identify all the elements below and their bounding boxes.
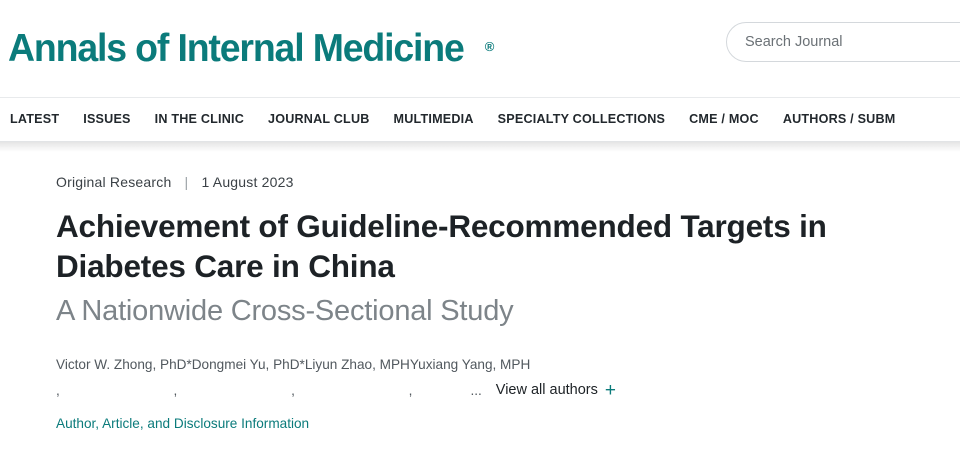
author-ellipsis: ... [470,383,482,399]
article-date: 1 August 2023 [201,174,294,190]
primary-navigation [0,97,960,142]
view-all-authors-label: View all authors [495,382,598,399]
nav-item-issues[interactable]: ISSUES [83,112,131,126]
nav-item-multimedia[interactable]: MULTIMEDIA [393,112,474,126]
nav-item-authors-submissions[interactable]: AUTHORS / SUBM [782,112,896,126]
nav-drop-shadow [0,142,960,152]
article-title: Achievement of Guideline-Recommended Targets in Diabetes Care in China [56,208,827,285]
article-meta [56,174,960,190]
site-masthead [0,0,960,97]
author-names-line: Victor W. Zhong, PhD*Dongmei Yu, PhD*Liyun Zhao, MPHYuxiang Yang, MPH [56,357,531,373]
nav-item-in-the-clinic[interactable]: IN THE CLINIC [154,112,245,126]
author-list [56,354,616,402]
author-names-truncated: , , , , [56,383,468,399]
nav-item-specialty-collections[interactable]: SPECIALTY COLLECTIONS [497,112,666,126]
plus-icon: + [604,380,616,402]
journal-logo[interactable] [0,29,494,68]
search-input[interactable] [727,33,947,51]
meta-separator: | [184,174,189,190]
registered-trademark-icon: ® [484,39,495,54]
nav-item-latest[interactable]: LATEST [10,112,60,126]
article-type: Original Research [56,174,172,190]
article-subtitle: A Nationwide Cross-Sectional Study [56,294,514,327]
journal-title: Annals of Internal Medicine [8,27,464,70]
author-article-disclosure-link[interactable]: Author, Article, and Disclosure Information [56,415,310,431]
nav-item-cme-moc[interactable]: CME / MOC [689,112,759,126]
view-all-authors-button[interactable] [496,379,616,401]
nav-item-journal-club[interactable]: JOURNAL CLUB [268,112,370,126]
article-header [0,152,960,433]
search-box[interactable] [726,22,960,62]
author-overflow-row [56,379,616,401]
